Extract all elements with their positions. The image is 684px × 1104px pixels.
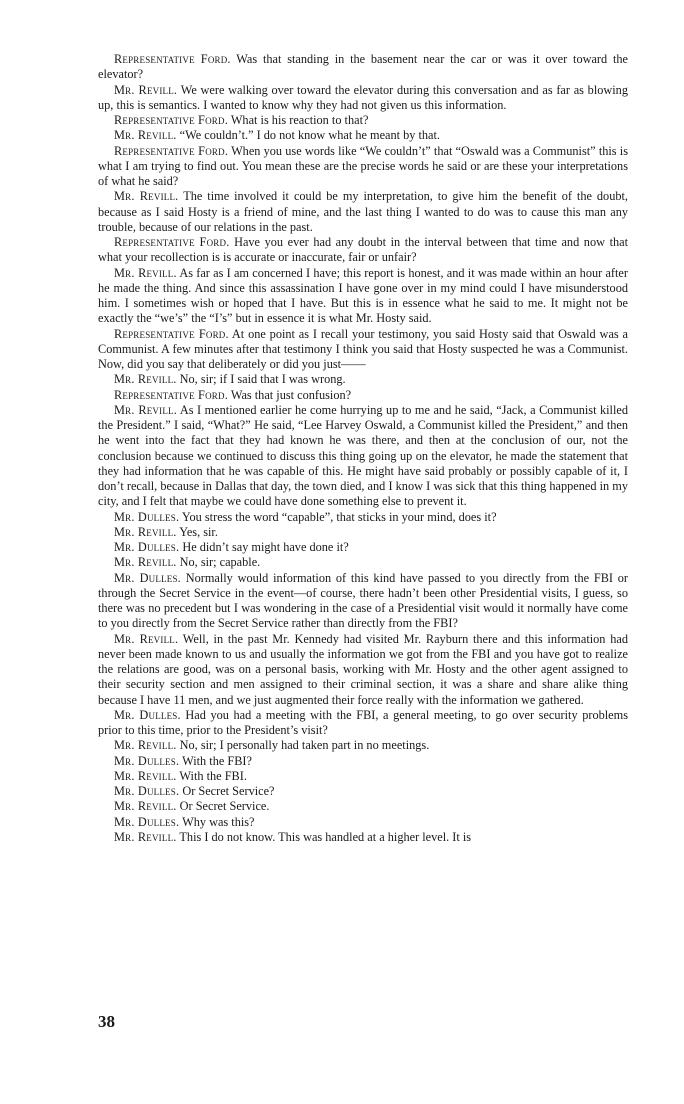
testimony-paragraph	[98, 830, 628, 845]
speech-text: With the FBI?	[182, 753, 252, 768]
testimony-paragraph	[98, 738, 628, 753]
speech-text: No, sir; I personally had taken part in no meetings.	[179, 738, 430, 753]
testimony-paragraph	[98, 113, 628, 128]
speaker-name: Mr. Dulles.	[114, 540, 180, 554]
testimony-paragraph	[98, 769, 628, 784]
speech-text: Or Secret Service.	[179, 799, 270, 814]
testimony-paragraph	[98, 144, 628, 190]
speech-text: The time involved it could be my interpretation, to give him the benefit of the doubt, because as I said Hosty is a friend of mine, and the last thing I wanted to do was to cause this man any trouble, because of our relations in the past.	[98, 189, 628, 234]
speaker-name: Mr. Dulles.	[114, 784, 180, 798]
speech-text: Have you ever had any doubt in the interval between that time and now that what your recollection is is accurate or inaccurate, fair or unfair?	[98, 235, 629, 265]
speech-text: He didn’t say might have done it?	[182, 540, 349, 554]
speaker-name: Mr. Revill.	[114, 799, 177, 814]
speaker-name: Mr. Revill.	[114, 189, 179, 204]
speech-text: When you use words like “We couldn’t” that “Oswald was a Communist” this is what I am trying to find out. You mean these are the precise words he said or are these your interpretations of what he said?	[98, 143, 628, 188]
testimony-paragraph	[98, 403, 628, 510]
speech-text: No, sir; capable.	[179, 555, 261, 570]
speaker-name: Mr. Revill.	[114, 372, 177, 387]
speaker-name: Mr. Dulles.	[114, 814, 180, 829]
testimony-paragraph	[98, 784, 628, 799]
testimony-paragraph	[98, 815, 628, 830]
speaker-name: Mr. Revill.	[114, 82, 178, 97]
speaker-name: Representative Ford.	[114, 387, 228, 402]
testimony-paragraph	[98, 128, 628, 143]
speaker-name: Representative Ford.	[114, 326, 229, 341]
testimony-paragraph	[98, 571, 628, 632]
speech-text: As I mentioned earlier he come hurrying up to me and he said, “Jack, a Communist killed the President.” I said, “What?” He said, “Lee Harvey Oswald, a Communist killed the President,” and then he went into the fact that they had known he was there, and then at the conclusion of our, not the conclusion because we continued to discuss this thing going up on the elevator, he made the statement that they had information that he was capable of this. He might have said probably or possibly capable of it, I don’t recall, because in Dallas that day, the town died, and I know I was sick that this thing happened in my city, and I felt that maybe we could have done something else to prevent it.	[98, 402, 628, 509]
speaker-name: Mr. Dulles.	[114, 707, 181, 722]
speaker-name: Representative Ford.	[114, 143, 229, 158]
testimony-paragraph	[98, 754, 628, 769]
speech-text: As far as I am concerned I have; this report is honest, and it was made within an hour after he made the thing. And since this assassination I have gone over in my mind could I have misunderstood him. I sometimes wish or hoped that I have. But this is in essence what he said to me. It might not be exactly the “we’s” the “I’s” but in essence it is what Mr. Hosty said.	[98, 265, 628, 326]
speaker-name: Representative Ford.	[114, 235, 230, 249]
speech-text: Had you had a meeting with the FBI, a general meeting, to go over security problems prior to this time, prior to the President’s visit?	[98, 707, 628, 737]
testimony-body	[98, 52, 628, 845]
speech-text: Or Secret Service?	[182, 784, 275, 798]
speaker-name: Mr. Revill.	[114, 738, 177, 753]
speaker-name: Mr. Revill.	[114, 631, 179, 646]
speaker-name: Mr. Dulles.	[114, 753, 180, 768]
speech-text: At one point as I recall your testimony, you said Hosty said that Oswald was a Communist. A few minutes after that testimony I think you said that Hosty suspected he was a Communist. Now, did you say that deliberately or did you just——	[98, 326, 628, 371]
testimony-paragraph	[98, 388, 628, 403]
testimony-paragraph	[98, 525, 628, 540]
speech-text: Normally would information of this kind have passed to you directly from the FBI or through the Secret Service in the event—of course, there hadn’t been other Presidential visits, I guess, so there was no precedent but I was wondering in the case of a Presidential visit would it normally have come to you directly from the Secret Service rather than directly from the FBI?	[98, 570, 628, 631]
testimony-paragraph	[98, 510, 628, 525]
testimony-paragraph	[98, 235, 628, 266]
speaker-name: Representative Ford.	[114, 113, 228, 127]
testimony-paragraph	[98, 632, 628, 708]
testimony-paragraph	[98, 372, 628, 387]
testimony-paragraph	[98, 327, 628, 373]
speech-text: Was that standing in the basement near the car or was it over toward the elevator?	[98, 52, 629, 82]
speech-text: With the FBI.	[179, 768, 247, 783]
testimony-paragraph	[98, 266, 628, 327]
speech-text: Why was this?	[182, 814, 255, 829]
speech-text: Yes, sir.	[179, 524, 218, 539]
testimony-paragraph	[98, 83, 628, 114]
testimony-paragraph	[98, 555, 628, 570]
speaker-name: Mr. Revill.	[114, 768, 177, 783]
speech-text: No, sir; if I said that I was wrong.	[179, 372, 346, 387]
testimony-paragraph	[98, 708, 628, 739]
speaker-name: Mr. Revill.	[114, 265, 177, 280]
testimony-paragraph	[98, 540, 628, 555]
speech-text: You stress the word “capable”, that sticks in your mind, does it?	[181, 509, 497, 524]
speaker-name: Mr. Revill.	[114, 829, 177, 844]
speaker-name: Mr. Dulles.	[114, 570, 181, 585]
speech-text: We were walking over toward the elevator during this conversation and as far as blowing up, this is semantics. I wanted to know why they had not given us this information.	[98, 82, 628, 112]
speech-text: This I do not know. This was handled at a higher level. It is	[179, 829, 472, 844]
speaker-name: Mr. Dulles.	[114, 509, 180, 524]
page-number: 38	[98, 1012, 115, 1031]
speaker-name: Mr. Revill.	[114, 402, 177, 417]
speaker-name: Mr. Revill.	[114, 524, 177, 539]
testimony-paragraph	[98, 799, 628, 814]
speaker-name: Representative Ford.	[114, 52, 231, 66]
speech-text: “We couldn’t.” I do not know what he meant by that.	[179, 128, 441, 143]
speaker-name: Mr. Revill.	[114, 128, 177, 143]
testimony-paragraph	[98, 52, 628, 83]
speech-text: Was that just confusion?	[230, 387, 352, 402]
speech-text: What is his reaction to that?	[230, 113, 369, 127]
testimony-paragraph	[98, 189, 628, 235]
speech-text: Well, in the past Mr. Kennedy had visited Mr. Rayburn there and this information had never been made known to us and usually the information we got from the FBI and you have got to realize the relations are good, was on a personal basis, working with Mr. Hosty and the other agent assigned to their security section and men assigned to their criminal section, it was a share and share alike thing because I have 11 men, and we just augmented their force really with the information we gathered.	[98, 631, 628, 707]
speaker-name: Mr. Revill.	[114, 555, 177, 570]
